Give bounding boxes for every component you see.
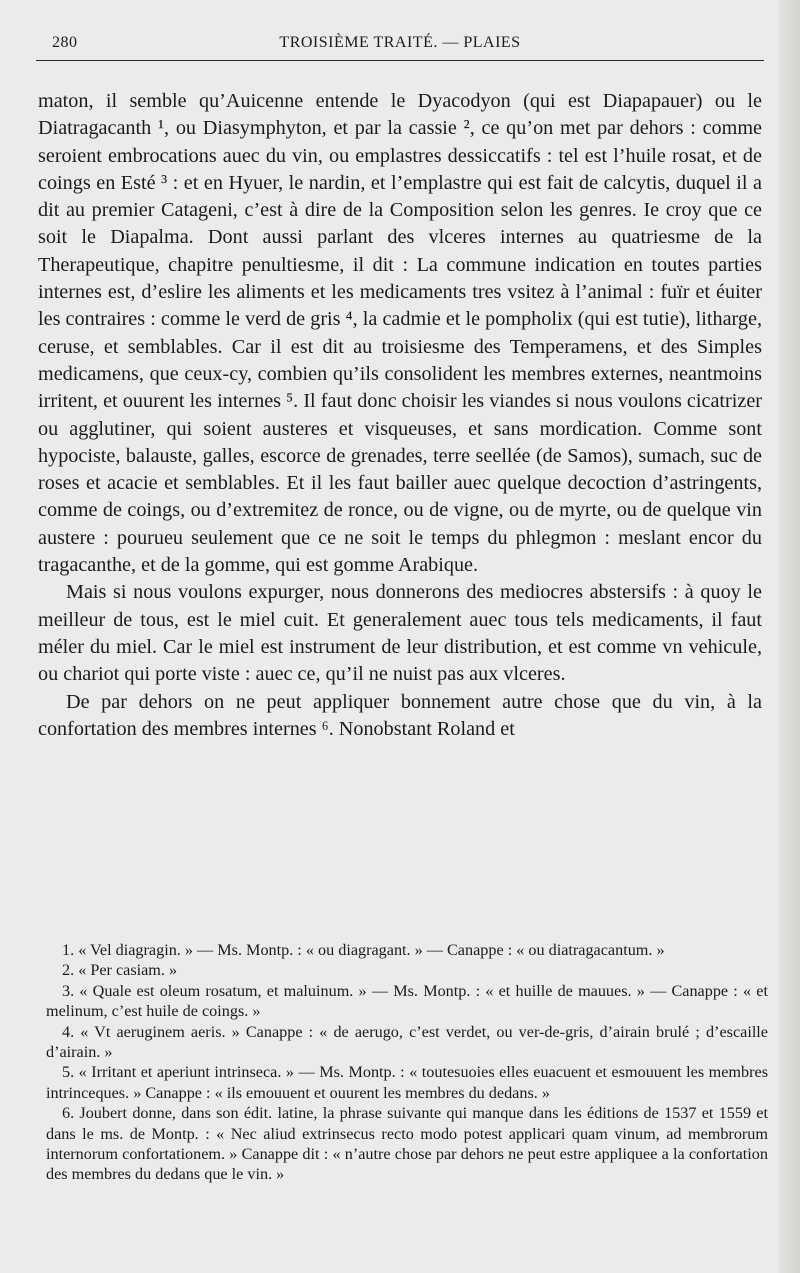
footnote: 4. « Vt aeruginem aeris. » Canappe : « de aerugo, c’est verdet, ou ver-de-gris, d’airain brulé ; d’escaille d’airain. » xyxy=(46,1022,768,1062)
paragraph: Mais si nous voulons expurger, nous donnerons des mediocres abstersifs : à quoy le meilleur de tous, est le miel cuit. Et generalement auec tous tels medicaments, il faut méler du miel. Car le miel est instrument de leur distribution, et est comme vn vehicule, ou chariot qui porte viste : auec ce, qu’il ne nuist pas aux vlceres. xyxy=(38,581,762,686)
footnote: 5. « Irritant et aperiunt intrinseca. » — Ms. Montp. : « toutesuoies elles euacuent et esmouuent les membres intrinceques. » Canappe : « ils emouuent et ouurent les membres du dedans. » xyxy=(46,1063,768,1102)
paragraph: De par dehors on ne peut appliquer bonnement autre chose que du vin, à la confortation des membres internes ⁶. Nonobstant Roland et xyxy=(38,690,762,740)
page-edge-shadow xyxy=(778,0,800,1273)
running-title: TROISIÈME TRAITÉ. — PLAIES xyxy=(279,34,521,51)
footnote: 6. Joubert donne, dans son édit. latine, la phrase suivante qui manque dans les éditions de 1537 et 1559 et dans le ms. de Montp. : « Nec aliud extrinsecus recto modo potest applicari quam vinum, ad membrorum internorum confortationem. » Canappe dit : « n’autre chose par dehors ne peut estre appliquee a la confortation des membres du dedans que le vin. » xyxy=(46,1104,768,1184)
main-text xyxy=(38,88,762,743)
footnotes xyxy=(46,940,768,1185)
footnote: 3. « Quale est oleum rosatum, et maluinum. » — Ms. Montp. : « et huille de mauues. » — Canappe : « et melinum, c’est huile de coings. » xyxy=(46,981,768,1021)
footnote: 2. « Per casiam. » xyxy=(62,961,178,980)
page-number: 280 xyxy=(52,34,78,51)
paragraph: maton, il semble qu’Auicenne entende le Dyacodyon (qui est Diapapauer) ou le Diatragacanth ¹, ou Diasymphyton, et par la cassie ², ce qu’on met par dehors : comme seroient embrocations auec du vin, ou emplastres dessiccatifs : tel est l’huile rosat, et de coings en Esté ³ : et en Hyuer, le nardin, et l’emplastre qui est fait de calcytis, duquel il a dit au premier Catageni, c’est à dire de la Composition selon les genres. Ie croy que ce soit le Diapalma. Dont aussi parlant des vlceres internes au quatriesme de la Therapeutique, chapitre penultiesme, il dit : La commune indication en toutes parties internes est, d’eslire les aliments et les medicaments tres vsitez à l’animal : fuïr et éuiter les contraires : comme le verd de gris ⁴, la cadmie et le pompholix (qui est tutie), litharge, ceruse, et semblables. Car il est dit au troisiesme des Temperamens, et des Simples medicamens, que ceux-cy, combien qu’ils consolident les membres externes, neantmoins irritent, et ouurent les internes ⁵. Il faut donc choisir les viandes si nous voulons cicatrizer ou agglutiner, qui soient austeres et visqueuses, et sans mordication. Comme sont hypociste, balauste, galles, escorce de grenades, terre seellée (de Samos), sumach, suc de roses et acacie et semblables. Et il les faut bailler auec quelque decoction d’astringents, comme de coings, ou d’extremitez de ronce, ou de vigne, ou de myrte, ou de quelque vin austere : pourueu seulement que ce ne soit le temps du phlegmon : meslant encor du tragacanthe, et de la gomme, qui est gomme Arabique. xyxy=(38,90,762,577)
running-header xyxy=(36,32,764,61)
footnote: 1. « Vel diagragin. » — Ms. Montp. : « ou diagragant. » — Canappe : « ou diatragacantum. » xyxy=(62,941,665,959)
